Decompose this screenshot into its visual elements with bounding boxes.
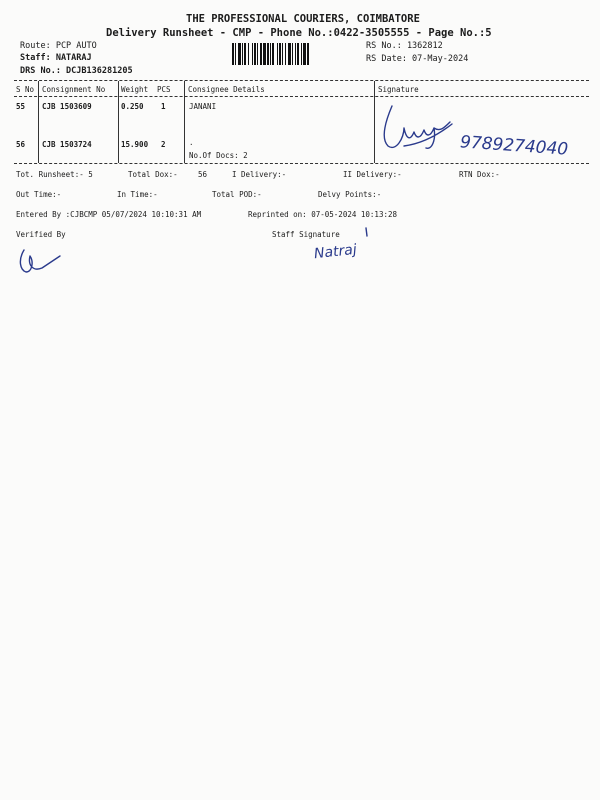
staff-handwritten-signature: Natraj (313, 241, 358, 263)
row-sno: 55 (16, 102, 26, 111)
col-divider (38, 81, 39, 163)
out-time: Out Time:- (16, 190, 62, 199)
col-header-consignee: Consignee Details (188, 85, 265, 94)
runsheet-subtitle: Delivery Runsheet - CMP - Phone No.:0422-3505555 - Page No.:5 (106, 27, 492, 39)
handwritten-phone: 9789274040 (459, 132, 569, 160)
rtn-dox: RTN Dox:- (459, 170, 500, 179)
route-label: Route: PCP AUTO (20, 41, 97, 51)
col-header-signature: Signature (378, 85, 419, 94)
col-header-weight: Weight (121, 85, 149, 94)
tot-runsheet: Tot. Runsheet:- 5 (16, 170, 93, 179)
row-consignment: CJB 1503724 (42, 140, 92, 149)
staff-label: Staff: NATARAJ (20, 53, 92, 63)
signature-tick-icon (362, 226, 372, 240)
col-header-sno: S No (16, 85, 35, 94)
entered-by: Entered By :CJBCMP 05/07/2024 10:10:31 AM (16, 210, 202, 219)
row-consignee: JANANI (189, 102, 217, 111)
table-header-rule (14, 96, 589, 97)
row-pcs: 1 (161, 102, 166, 111)
row-weight: 15.900 (121, 140, 149, 149)
row-sno: 56 (16, 140, 26, 149)
col-header-consignment: Consignment No (42, 85, 106, 94)
verified-signature-icon (14, 246, 64, 278)
row-docs-count: No.Of Docs: 2 (189, 151, 248, 160)
barcode-bar (309, 43, 310, 65)
delvy-points: Delvy Points:- (318, 190, 382, 199)
verified-by-label: Verified By (16, 230, 66, 239)
total-dox-label: Total Dox:- (128, 170, 178, 179)
col-header-pcs: PCS (157, 85, 171, 94)
table-top-rule (14, 80, 589, 81)
rs-date: RS Date: 07-May-2024 (366, 54, 469, 64)
drs-number: DRS No.: DCJB136281205 (20, 66, 133, 76)
col-divider (184, 81, 185, 163)
rs-number: RS No.: 1362812 (366, 41, 443, 51)
col-divider (118, 81, 119, 163)
row-consignment: CJB 1503609 (42, 102, 92, 111)
company-title: THE PROFESSIONAL COURIERS, COIMBATORE (186, 13, 420, 25)
row-consignee: . (189, 138, 194, 147)
i-delivery: I Delivery:- (232, 170, 287, 179)
reprinted-on: Reprinted on: 07-05-2024 10:13:28 (248, 210, 398, 219)
barcode (232, 43, 358, 65)
row-weight: 0.250 (121, 102, 144, 111)
in-time: In Time:- (117, 190, 158, 199)
ii-delivery: II Delivery:- (343, 170, 402, 179)
staff-signature-label: Staff Signature (272, 230, 340, 239)
row-pcs: 2 (161, 140, 166, 149)
table-bottom-rule (14, 163, 589, 164)
total-dox-value: 56 (198, 170, 208, 179)
total-pod: Total POD:- (212, 190, 262, 199)
